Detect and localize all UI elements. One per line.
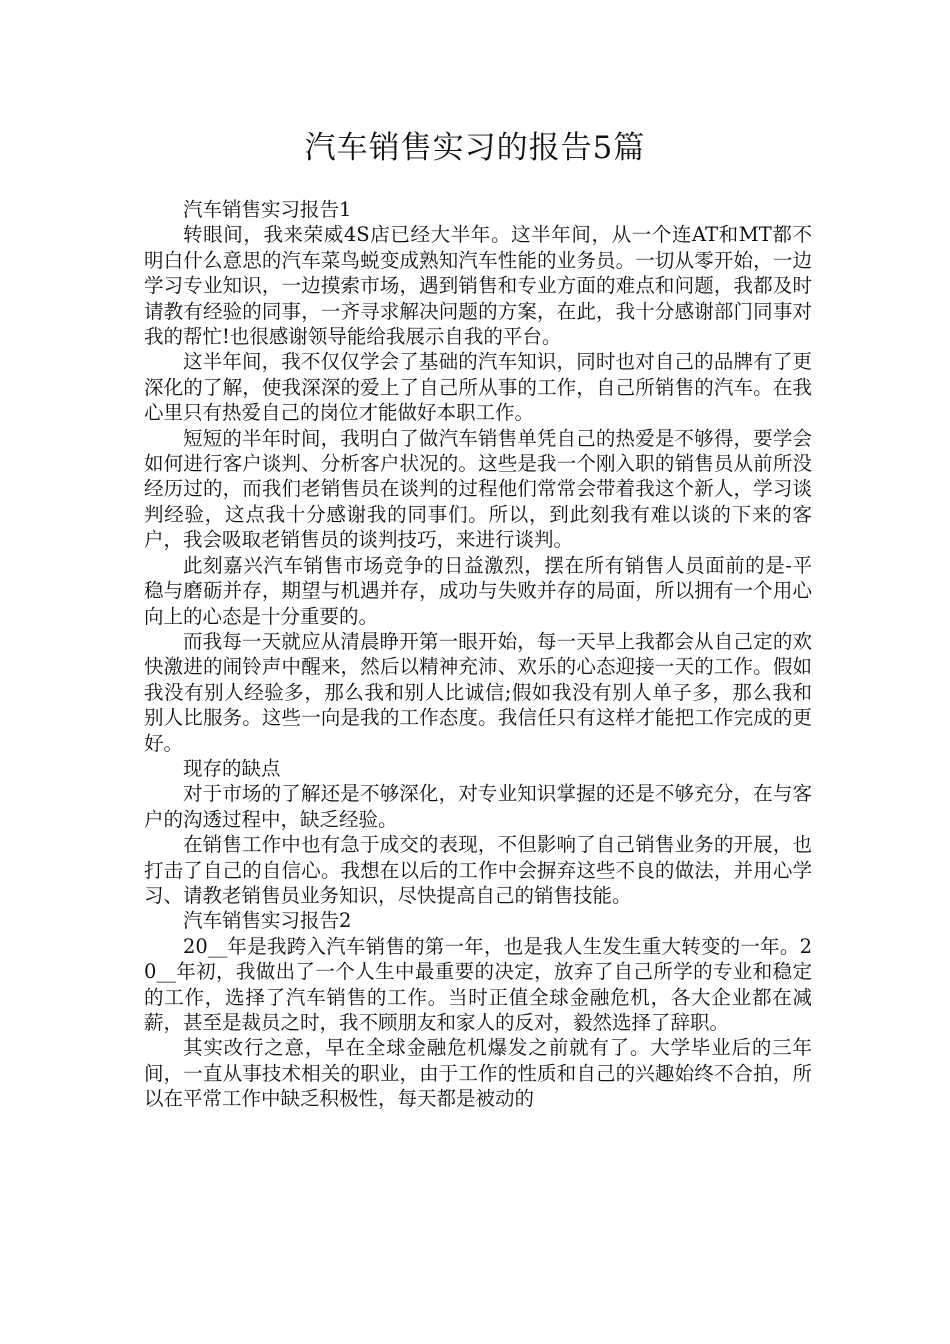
paragraph: 而我每一天就应从清晨睁开第一眼开始，每一天早上我都会从自己定的欢快激进的闹铃声中醒来，然后以精神充沛、欢乐的心态迎接一天的工作。假如我没有别人经验多，那么我和别人比诚信;假如我没有别人单子多，那么我和别人比服务。这些一向是我的工作态度。我信任只有这样才能把工作完成的更好。 (144, 629, 812, 755)
section-heading-1: 汽车销售实习报告1 (183, 198, 352, 221)
paragraph: 20__年是我跨入汽车销售的第一年，也是我人生发生重大转变的一年。20__年初，我做出了一个人生中最重要的决定，放弃了自己所学的专业和稳定的工作，选择了汽车销售的工作。当时正值全球金融危机，各大企业都在减薪，甚至是裁员之时，我不顾朋友和家人的反对，毅然选择了辞职。 (144, 934, 812, 1034)
document-body (144, 197, 812, 1112)
paragraph: 转眼间，我来荣威4S店已经大半年。这半年间，从一个连AT和MT都不明白什么意思的汽车菜鸟蜕变成熟知汽车性能的业务员。一切从零开始，一边学习专业知识，一边摸索市场，遇到销售和专业方面的难点和问题，我都及时请教有经验的同事，一齐寻求解决问题的方案，在此，我十分感谢部门同事对我的帮忙!也很感谢领导能给我展示自我的平台。 (144, 223, 812, 349)
paragraph: 其实改行之意，早在全球金融危机爆发之前就有了。大学毕业后的三年间，一直从事技术相关的职业，由于工作的性质和自己的兴趣始终不合拍，所以在平常工作中缺乏积极性，每天都是被动的 (144, 1036, 812, 1111)
sub-heading-shortcomings: 现存的缺点 (183, 756, 281, 780)
paragraph: 在销售工作中也有急于成交的表现，不但影响了自己销售业务的开展，也打击了自己的自信心。我想在以后的工作中会摒弃这些不良的做法，并用心学习、请教老销售员业务知识，尽快提高自己的销售技能。 (144, 833, 812, 907)
paragraph: 短短的半年时间，我明白了做汽车销售单凭自己的热爱是不够得，要学会如何进行客户谈判、分析客户状况的。这些是我一个刚入职的销售员从前所没经历过的，而我们老销售员在谈判的过程他们常常会带着我这个新人，学习谈判经验，这点我十分感谢我的同事们。所以，到此刻我有难以谈的下来的客户，我会吸取老销售员的谈判技巧，来进行谈判。 (144, 426, 812, 552)
document-title: 汽车销售实习的报告5篇 (304, 130, 646, 166)
paragraph: 对于市场的了解还是不够深化，对专业知识掌握的还是不够充分，在与客户的沟透过程中，缺乏经验。 (144, 782, 812, 831)
section-heading-2: 汽车销售实习报告2 (183, 909, 352, 933)
paragraph: 这半年间，我不仅仅学会了基础的汽车知识，同时也对自己的品牌有了更深化的了解，使我深深的爱上了自己所从事的工作，自己所销售的汽车。在我心里只有热爱自己的岗位才能做好本职工作。 (144, 350, 812, 425)
paragraph: 此刻嘉兴汽车销售市场竞争的日益激烈，摆在所有销售人员面前的是-平稳与磨砺并存，期望与机遇并存，成功与失败并存的局面，所以拥有一个用心向上的心态是十分重要的。 (144, 553, 812, 628)
